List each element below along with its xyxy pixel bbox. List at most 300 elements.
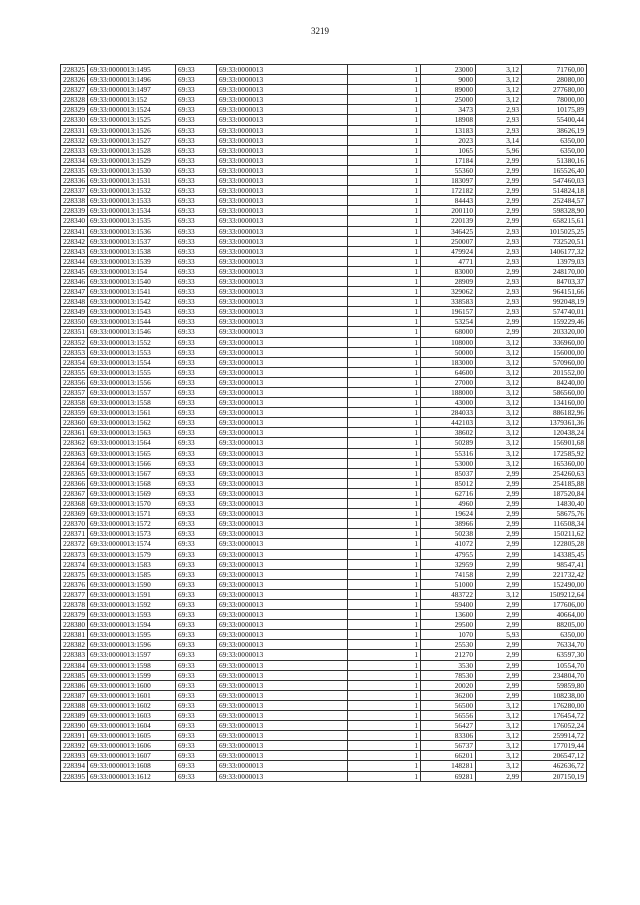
cell-value: 6350,00 [522, 135, 587, 145]
cell-cadastral-number: 69:33:0000013:1497 [88, 85, 176, 95]
cell-area: 17184 [421, 155, 476, 165]
cell-quarter-number: 69:33:0000013 [217, 377, 348, 387]
cell-cadastral-number: 69:33:0000013:1566 [88, 458, 176, 468]
cell-rate: 2,93 [476, 297, 522, 307]
cell-count: 1 [348, 327, 421, 337]
cell-cadastral-number: 69:33:0000013:1564 [88, 438, 176, 448]
cell-rate: 2,93 [476, 226, 522, 236]
cell-area: 32959 [421, 559, 476, 569]
cell-area: 50238 [421, 529, 476, 539]
table-row [61, 398, 587, 408]
table-row [61, 549, 587, 559]
table-row [61, 499, 587, 509]
cell-row-index: 228329 [61, 105, 88, 115]
cell-row-index: 228363 [61, 448, 88, 458]
cell-district-code: 69:33 [176, 721, 217, 731]
cell-cadastral-number: 69:33:0000013:1599 [88, 670, 176, 680]
cell-value: 58675,76 [522, 509, 587, 519]
cell-value: 259914,72 [522, 731, 587, 741]
cell-count: 1 [348, 589, 421, 599]
cell-count: 1 [348, 276, 421, 286]
cell-area: 56556 [421, 711, 476, 721]
cell-row-index: 228358 [61, 398, 88, 408]
cell-value: 207150,19 [522, 771, 587, 781]
cell-area: 9000 [421, 75, 476, 85]
cell-district-code: 69:33 [176, 599, 217, 609]
cell-rate: 2,99 [476, 327, 522, 337]
cell-area: 479924 [421, 246, 476, 256]
cell-area: 13183 [421, 125, 476, 135]
cell-row-index: 228352 [61, 337, 88, 347]
cell-area: 64600 [421, 367, 476, 377]
cell-quarter-number: 69:33:0000013 [217, 206, 348, 216]
cell-count: 1 [348, 650, 421, 660]
cell-count: 1 [348, 176, 421, 186]
cell-value: 120438,24 [522, 428, 587, 438]
cell-district-code: 69:33 [176, 266, 217, 276]
cell-district-code: 69:33 [176, 771, 217, 781]
cell-cadastral-number: 69:33:0000013:1561 [88, 408, 176, 418]
cell-count: 1 [348, 246, 421, 256]
cell-district-code: 69:33 [176, 741, 217, 751]
cell-district-code: 69:33 [176, 448, 217, 458]
cell-row-index: 228328 [61, 95, 88, 105]
table-row [61, 731, 587, 741]
table-row [61, 317, 587, 327]
cell-rate: 2,99 [476, 771, 522, 781]
cell-count: 1 [348, 236, 421, 246]
cell-value: 547460,03 [522, 176, 587, 186]
cell-district-code: 69:33 [176, 176, 217, 186]
cell-cadastral-number: 69:33:0000013:1530 [88, 165, 176, 175]
cell-value: 964151,66 [522, 287, 587, 297]
cell-cadastral-number: 69:33:0000013:1526 [88, 125, 176, 135]
cell-cadastral-number: 69:33:0000013:1600 [88, 680, 176, 690]
cell-row-index: 228371 [61, 529, 88, 539]
cell-value: 71760,00 [522, 65, 587, 75]
cell-cadastral-number: 69:33:0000013:1593 [88, 610, 176, 620]
cell-count: 1 [348, 377, 421, 387]
table-row [61, 155, 587, 165]
cell-rate: 2,99 [476, 468, 522, 478]
table-row [61, 579, 587, 589]
cell-quarter-number: 69:33:0000013 [217, 599, 348, 609]
cell-rate: 3,12 [476, 418, 522, 428]
cell-row-index: 228327 [61, 85, 88, 95]
cell-count: 1 [348, 599, 421, 609]
cell-area: 346425 [421, 226, 476, 236]
cell-area: 50000 [421, 347, 476, 357]
cell-row-index: 228391 [61, 731, 88, 741]
table-row [61, 640, 587, 650]
cell-quarter-number: 69:33:0000013 [217, 287, 348, 297]
cell-area: 78530 [421, 670, 476, 680]
cell-rate: 2,99 [476, 176, 522, 186]
cell-value: 98547,41 [522, 559, 587, 569]
cell-row-index: 228387 [61, 690, 88, 700]
cell-cadastral-number: 69:33:0000013:1591 [88, 589, 176, 599]
cell-count: 1 [348, 256, 421, 266]
cell-district-code: 69:33 [176, 165, 217, 175]
cell-row-index: 228326 [61, 75, 88, 85]
table-row [61, 650, 587, 660]
cell-row-index: 228389 [61, 711, 88, 721]
cell-quarter-number: 69:33:0000013 [217, 125, 348, 135]
table-row [61, 297, 587, 307]
cell-cadastral-number: 69:33:0000013:1565 [88, 448, 176, 458]
cell-row-index: 228332 [61, 135, 88, 145]
cell-quarter-number: 69:33:0000013 [217, 509, 348, 519]
cell-district-code: 69:33 [176, 408, 217, 418]
cell-area: 59400 [421, 599, 476, 609]
cell-rate: 2,93 [476, 276, 522, 286]
cell-row-index: 228355 [61, 367, 88, 377]
table-row [61, 105, 587, 115]
cell-quarter-number: 69:33:0000013 [217, 700, 348, 710]
cell-area: 55316 [421, 448, 476, 458]
cell-cadastral-number: 69:33:0000013:1538 [88, 246, 176, 256]
cell-row-index: 228383 [61, 650, 88, 660]
cell-district-code: 69:33 [176, 700, 217, 710]
cell-value: 176454,72 [522, 711, 587, 721]
cell-count: 1 [348, 226, 421, 236]
cell-area: 18908 [421, 115, 476, 125]
cell-cadastral-number: 69:33:0000013:1524 [88, 105, 176, 115]
cell-cadastral-number: 69:33:0000013:1594 [88, 620, 176, 630]
page-number: 3219 [311, 26, 329, 36]
cell-district-code: 69:33 [176, 690, 217, 700]
cell-cadastral-number: 69:33:0000013:1534 [88, 206, 176, 216]
table-row [61, 478, 587, 488]
cell-count: 1 [348, 670, 421, 680]
cell-row-index: 228349 [61, 307, 88, 317]
table-row [61, 660, 587, 670]
table-row [61, 75, 587, 85]
cell-quarter-number: 69:33:0000013 [217, 388, 348, 398]
cell-quarter-number: 69:33:0000013 [217, 165, 348, 175]
cell-value: 152490,00 [522, 579, 587, 589]
cell-district-code: 69:33 [176, 418, 217, 428]
cell-row-index: 228325 [61, 65, 88, 75]
cell-area: 53254 [421, 317, 476, 327]
cell-value: 277680,00 [522, 85, 587, 95]
table-row [61, 256, 587, 266]
cell-count: 1 [348, 700, 421, 710]
cell-quarter-number: 69:33:0000013 [217, 559, 348, 569]
cell-area: 28909 [421, 276, 476, 286]
cell-value: 254260,63 [522, 468, 587, 478]
cell-rate: 2,99 [476, 529, 522, 539]
cell-district-code: 69:33 [176, 145, 217, 155]
cell-rate: 2,99 [476, 196, 522, 206]
cell-value: 88205,00 [522, 620, 587, 630]
table-body [61, 65, 587, 782]
cell-row-index: 228353 [61, 347, 88, 357]
cell-area: 38602 [421, 428, 476, 438]
cell-area: 62716 [421, 488, 476, 498]
cell-quarter-number: 69:33:0000013 [217, 620, 348, 630]
cell-area: 29500 [421, 620, 476, 630]
table-row [61, 488, 587, 498]
cell-row-index: 228378 [61, 599, 88, 609]
cell-value: 177019,44 [522, 741, 587, 751]
cell-area: 4960 [421, 499, 476, 509]
table-row [61, 206, 587, 216]
cell-count: 1 [348, 95, 421, 105]
cell-count: 1 [348, 468, 421, 478]
table-row [61, 468, 587, 478]
cell-district-code: 69:33 [176, 529, 217, 539]
cell-area: 68000 [421, 327, 476, 337]
cell-rate: 2,99 [476, 186, 522, 196]
cell-area: 74158 [421, 569, 476, 579]
cell-district-code: 69:33 [176, 569, 217, 579]
cell-value: 176280,00 [522, 700, 587, 710]
cell-value: 84703,37 [522, 276, 587, 286]
cell-quarter-number: 69:33:0000013 [217, 115, 348, 125]
cell-quarter-number: 69:33:0000013 [217, 196, 348, 206]
cell-quarter-number: 69:33:0000013 [217, 519, 348, 529]
cell-district-code: 69:33 [176, 206, 217, 216]
cell-district-code: 69:33 [176, 509, 217, 519]
cell-rate: 2,99 [476, 569, 522, 579]
cell-quarter-number: 69:33:0000013 [217, 135, 348, 145]
cell-cadastral-number: 69:33:0000013:1568 [88, 478, 176, 488]
cell-cadastral-number: 69:33:0000013:1544 [88, 317, 176, 327]
cell-area: 250007 [421, 236, 476, 246]
cell-value: 336960,00 [522, 337, 587, 347]
cell-row-index: 228380 [61, 620, 88, 630]
cell-rate: 2,93 [476, 115, 522, 125]
cell-quarter-number: 69:33:0000013 [217, 771, 348, 781]
cell-rate: 3,12 [476, 731, 522, 741]
cell-rate: 2,99 [476, 519, 522, 529]
cell-count: 1 [348, 135, 421, 145]
cell-count: 1 [348, 448, 421, 458]
cell-cadastral-number: 69:33:0000013:1558 [88, 398, 176, 408]
cell-value: 176052,24 [522, 721, 587, 731]
cell-area: 83306 [421, 731, 476, 741]
cell-cadastral-number: 69:33:0000013:1607 [88, 751, 176, 761]
cell-cadastral-number: 69:33:0000013:1570 [88, 499, 176, 509]
cell-quarter-number: 69:33:0000013 [217, 721, 348, 731]
cell-cadastral-number: 69:33:0000013:1552 [88, 337, 176, 347]
table-row [61, 529, 587, 539]
cell-count: 1 [348, 65, 421, 75]
table-row [61, 327, 587, 337]
table-row [61, 236, 587, 246]
cell-count: 1 [348, 418, 421, 428]
cell-cadastral-number: 69:33:0000013:1612 [88, 771, 176, 781]
cell-district-code: 69:33 [176, 488, 217, 498]
cell-count: 1 [348, 711, 421, 721]
cell-cadastral-number: 69:33:0000013:1536 [88, 226, 176, 236]
cell-count: 1 [348, 297, 421, 307]
cell-row-index: 228374 [61, 559, 88, 569]
table-row [61, 670, 587, 680]
cell-cadastral-number: 69:33:0000013:1543 [88, 307, 176, 317]
cell-rate: 3,12 [476, 700, 522, 710]
cell-value: 10554,70 [522, 660, 587, 670]
cell-area: 1065 [421, 145, 476, 155]
cell-rate: 2,99 [476, 610, 522, 620]
cell-count: 1 [348, 388, 421, 398]
cell-area: 56737 [421, 741, 476, 751]
cell-count: 1 [348, 539, 421, 549]
cell-row-index: 228336 [61, 176, 88, 186]
cell-value: 134160,00 [522, 398, 587, 408]
cell-rate: 3,12 [476, 388, 522, 398]
cell-quarter-number: 69:33:0000013 [217, 650, 348, 660]
cell-district-code: 69:33 [176, 680, 217, 690]
cell-rate: 2,99 [476, 559, 522, 569]
cell-row-index: 228333 [61, 145, 88, 155]
table-row [61, 176, 587, 186]
cell-area: 172182 [421, 186, 476, 196]
table-row [61, 509, 587, 519]
table-row [61, 771, 587, 781]
cell-row-index: 228393 [61, 751, 88, 761]
cell-row-index: 228344 [61, 256, 88, 266]
cell-cadastral-number: 69:33:0000013:1595 [88, 630, 176, 640]
cell-count: 1 [348, 206, 421, 216]
table-row [61, 610, 587, 620]
cell-district-code: 69:33 [176, 307, 217, 317]
cell-value: 156000,00 [522, 347, 587, 357]
table-row [61, 700, 587, 710]
table-row [61, 357, 587, 367]
cell-district-code: 69:33 [176, 256, 217, 266]
cell-cadastral-number: 69:33:0000013:1583 [88, 559, 176, 569]
cell-rate: 5,93 [476, 630, 522, 640]
cell-cadastral-number: 69:33:0000013:152 [88, 95, 176, 105]
cell-value: 122805,28 [522, 539, 587, 549]
cell-value: 570960,00 [522, 357, 587, 367]
cell-rate: 2,99 [476, 620, 522, 630]
cell-quarter-number: 69:33:0000013 [217, 670, 348, 680]
cell-area: 329062 [421, 287, 476, 297]
cell-rate: 3,12 [476, 721, 522, 731]
cell-quarter-number: 69:33:0000013 [217, 266, 348, 276]
cell-cadastral-number: 69:33:0000013:1604 [88, 721, 176, 731]
cell-quarter-number: 69:33:0000013 [217, 307, 348, 317]
cell-count: 1 [348, 620, 421, 630]
cell-area: 21270 [421, 650, 476, 660]
cell-row-index: 228368 [61, 499, 88, 509]
table-row [61, 408, 587, 418]
cell-district-code: 69:33 [176, 246, 217, 256]
table-row [61, 761, 587, 771]
cell-cadastral-number: 69:33:0000013:1541 [88, 287, 176, 297]
cell-rate: 2,93 [476, 246, 522, 256]
cell-district-code: 69:33 [176, 388, 217, 398]
cell-row-index: 228381 [61, 630, 88, 640]
cell-quarter-number: 69:33:0000013 [217, 660, 348, 670]
cell-cadastral-number: 69:33:0000013:1597 [88, 650, 176, 660]
cell-district-code: 69:33 [176, 216, 217, 226]
cell-rate: 2,99 [476, 488, 522, 498]
cell-district-code: 69:33 [176, 630, 217, 640]
cell-cadastral-number: 69:33:0000013:1579 [88, 549, 176, 559]
cell-rate: 2,93 [476, 256, 522, 266]
cell-row-index: 228351 [61, 327, 88, 337]
cell-row-index: 228350 [61, 317, 88, 327]
cell-rate: 2,99 [476, 539, 522, 549]
cell-value: 254185,88 [522, 478, 587, 488]
cell-area: 50289 [421, 438, 476, 448]
cell-value: 177606,00 [522, 599, 587, 609]
cell-value: 172585,92 [522, 448, 587, 458]
cell-count: 1 [348, 519, 421, 529]
cell-area: 19624 [421, 509, 476, 519]
table-row [61, 428, 587, 438]
cell-value: 1379361,36 [522, 418, 587, 428]
cell-district-code: 69:33 [176, 105, 217, 115]
cell-count: 1 [348, 357, 421, 367]
cell-value: 248170,00 [522, 266, 587, 276]
cell-count: 1 [348, 337, 421, 347]
cell-value: 78000,00 [522, 95, 587, 105]
cell-count: 1 [348, 499, 421, 509]
cell-area: 3530 [421, 660, 476, 670]
cell-area: 43000 [421, 398, 476, 408]
cell-value: 1406177,32 [522, 246, 587, 256]
cell-area: 183000 [421, 357, 476, 367]
cell-district-code: 69:33 [176, 317, 217, 327]
cell-value: 38626,19 [522, 125, 587, 135]
table-row [61, 519, 587, 529]
cell-count: 1 [348, 186, 421, 196]
cell-cadastral-number: 69:33:0000013:1563 [88, 428, 176, 438]
cell-district-code: 69:33 [176, 327, 217, 337]
cell-row-index: 228362 [61, 438, 88, 448]
table-row [61, 226, 587, 236]
cell-area: 41072 [421, 539, 476, 549]
cell-area: 284033 [421, 408, 476, 418]
cell-rate: 2,99 [476, 206, 522, 216]
cell-area: 53000 [421, 458, 476, 468]
cell-district-code: 69:33 [176, 438, 217, 448]
cell-count: 1 [348, 165, 421, 175]
cell-value: 1509212,64 [522, 589, 587, 599]
cell-cadastral-number: 69:33:0000013:1535 [88, 216, 176, 226]
cell-count: 1 [348, 408, 421, 418]
cell-district-code: 69:33 [176, 559, 217, 569]
cell-count: 1 [348, 478, 421, 488]
cell-quarter-number: 69:33:0000013 [217, 438, 348, 448]
cell-quarter-number: 69:33:0000013 [217, 630, 348, 640]
cell-row-index: 228369 [61, 509, 88, 519]
cell-row-index: 228379 [61, 610, 88, 620]
cell-quarter-number: 69:33:0000013 [217, 579, 348, 589]
table-row [61, 145, 587, 155]
cell-area: 13600 [421, 610, 476, 620]
cell-count: 1 [348, 458, 421, 468]
cell-rate: 3,12 [476, 337, 522, 347]
cell-cadastral-number: 69:33:0000013:1572 [88, 519, 176, 529]
cell-row-index: 228343 [61, 246, 88, 256]
cell-value: 84240,00 [522, 377, 587, 387]
cell-count: 1 [348, 741, 421, 751]
cell-count: 1 [348, 105, 421, 115]
cell-area: 442103 [421, 418, 476, 428]
cell-cadastral-number: 69:33:0000013:1555 [88, 367, 176, 377]
cell-cadastral-number: 69:33:0000013:1527 [88, 135, 176, 145]
cell-count: 1 [348, 721, 421, 731]
cell-cadastral-number: 69:33:0000013:1553 [88, 347, 176, 357]
cell-district-code: 69:33 [176, 398, 217, 408]
table-row [61, 246, 587, 256]
